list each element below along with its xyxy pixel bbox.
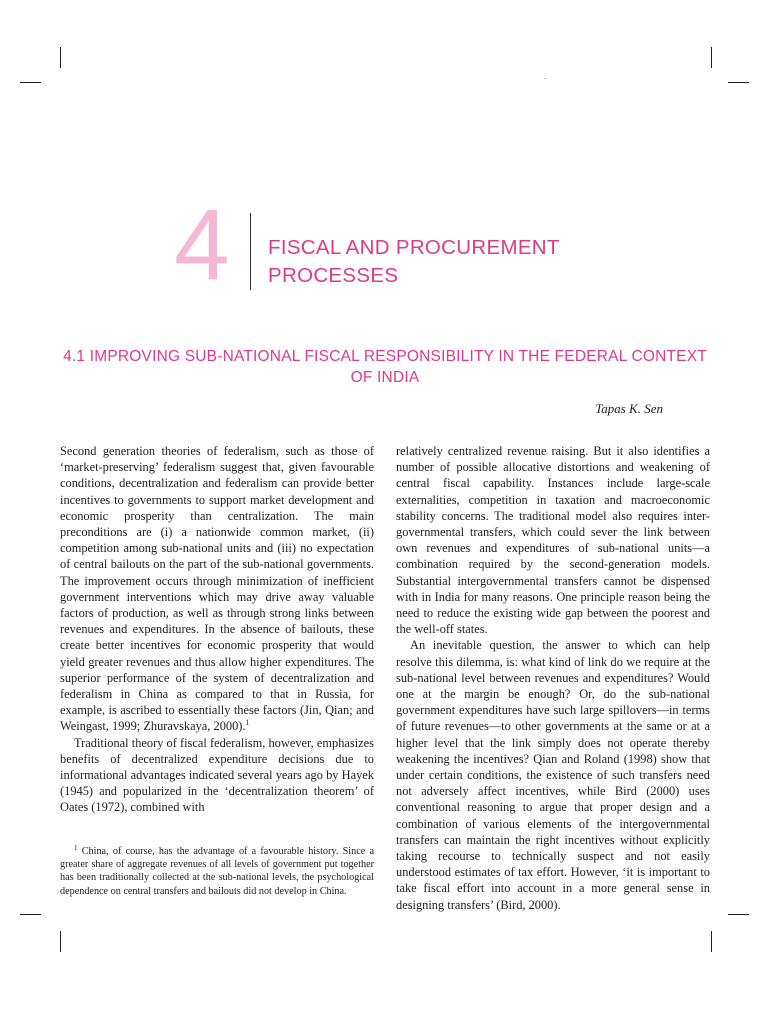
left-column (60, 443, 374, 816)
chapter-divider (250, 213, 251, 290)
footnote-reference: 1 (245, 718, 250, 728)
crop-mark-top-right-horizontal (728, 82, 749, 83)
section-heading: 4.1 IMPROVING SUB-NATIONAL FISCAL RESPONSIBILITY IN THE FEDERAL CONTEXT OF INDIA (63, 348, 707, 386)
footnote-marker: 1 (74, 844, 78, 852)
body-paragraph (60, 443, 374, 735)
body-paragraph: An inevitable question, the answer to which can help resolve this dilemma, is: what kind of link do we require at the sub-national level between revenues and expenditures? Would one at the margin be enough? Or, do the sub-national government expenditures have such large spillovers—in terms of future revenues—to other governments at the same or at a higher level that the link simply does not operate thereby weakening the incentives? Qian and Roland (1998) show that under certain conditions, the existence of such transfers need not adversely affect incentives, while Bird (2000) uses conventional reasoning to argue that proper design and a combination of various elements of the intergovernmental transfers can maintain the right incentives without explicitly taking recourse to technically suspect and not easily understood estimates of tax effort. However, ‘it is important to take fiscal effort into account in a more general sense in designing transfers’ (Bird, 2000). (396, 638, 710, 912)
footnote (60, 845, 374, 898)
crop-mark-top-left-horizontal (20, 82, 41, 83)
right-column (396, 443, 710, 913)
paragraph-text: Second generation theories of federalism, such as those of ‘market-preserving’ federalism suggest that, given favourable conditions, decentralization and federalism can provide better incentives to governments to support market development and economic prosperity than centralization. The main preconditions are (i) a nationwide common market, (ii) competition among sub-national units and (iii) no expectation of central bailouts on the part of the sub-national governments. The improvement occurs through minimization of inefficient government interventions which may drive away valuable factors of production, as well as through strong links between revenues and expenditures. In the absence of bailouts, these create better incentives for economic prosperity that would yield greater revenues and thus allow higher expenditures. The superior performance of the system of decentralization and federalism in China as compared to that in Russia, for example, is ascribed to essentially these factors (Jin, Qian; and Weingast, 1999; Zhuravskaya, 2000). (60, 444, 374, 734)
crop-mark-bottom-left-vertical (60, 931, 61, 952)
registration-dot (544, 78, 546, 79)
crop-mark-bottom-right-horizontal (728, 914, 749, 915)
footnote-text: China, of course, has the advantage of a favourable history. Since a greater share of aggregate revenues of all levels of government put together has been traditionally collected at the sub-national levels, the psychological dependence on central transfers and bailouts did not develop in China. (60, 846, 374, 897)
chapter-title: FISCAL AND PROCUREMENT PROCESSES (268, 236, 560, 287)
author-name: Tapas K. Sen (595, 401, 663, 416)
chapter-number: 4 (174, 189, 228, 301)
crop-mark-top-right-vertical (711, 47, 712, 68)
body-paragraph: Traditional theory of fiscal federalism, however, emphasizes benefits of decentralized expenditure decisions due to informational advantages indicated several years ago by Hayek (1945) and popularized in the ‘decentralization theorem’ of Oates (1972), combined with (60, 735, 374, 815)
crop-mark-bottom-left-horizontal (20, 914, 41, 915)
body-paragraph: relatively centralized revenue raising. But it also identifies a number of possible allocative distortions and weakening of central fiscal capability. Instances include large-scale externalities, competition in taxation and macroeconomic stability concerns. The traditional model also requires inter-governmental transfers, which could sever the link between own revenues and expenditures of sub-national units—a combination required by the second-generation models. Substantial intergovernmental transfers cannot be dispensed with in India for many reasons. One principle reason being the need to reduce the existing wide gap between the poorest and the well-off states. (396, 444, 710, 637)
crop-mark-bottom-right-vertical (711, 931, 712, 952)
crop-mark-top-left-vertical (60, 47, 61, 68)
